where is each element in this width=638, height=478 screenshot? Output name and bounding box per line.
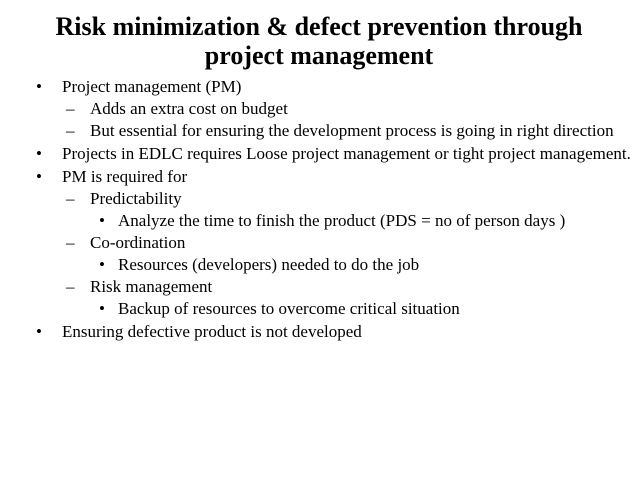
list-item [0, 255, 638, 275]
list-item-text: Projects in EDLC requires Loose project management or tight project management. [62, 144, 631, 163]
bullet-marker: • [36, 167, 42, 186]
slide-title [40, 12, 598, 70]
bullet-marker: • [99, 255, 105, 274]
slide-title-line-2: project management [204, 41, 434, 70]
list-item-text: Project management (PM) [62, 77, 242, 96]
list-item [0, 77, 638, 97]
slide-title-line-1: Risk minimization & defect prevention through [55, 12, 583, 41]
dash-marker: – [66, 277, 75, 296]
list-item-text: Backup of resources to overcome critical situation [118, 299, 460, 318]
dash-marker: – [66, 189, 75, 208]
list-item-text: Co-ordination [90, 233, 186, 252]
bullet-marker: • [99, 299, 105, 318]
list-item-text: Resources (developers) needed to do the job [118, 255, 420, 274]
list-item [0, 121, 638, 141]
list-item [0, 299, 638, 319]
list-item [0, 211, 638, 231]
list-item-text: Analyze the time to finish the product (PDS = no of person days ) [118, 211, 566, 230]
list-item [0, 322, 638, 342]
list-item-text: But essential for ensuring the development process is going in right direction [90, 121, 614, 140]
list-item-text: Risk management [90, 277, 213, 296]
list-item-text: Ensuring defective product is not developed [62, 322, 362, 341]
list-item-text: Adds an extra cost on budget [90, 99, 288, 118]
list-item-text: Predictability [90, 189, 182, 208]
list-item [0, 99, 638, 119]
bullet-marker: • [36, 77, 42, 96]
list-item [0, 167, 638, 187]
list-item-text: PM is required for [62, 167, 188, 186]
list-item [0, 189, 638, 209]
dash-marker: – [66, 99, 75, 118]
bullet-list [0, 74, 638, 342]
list-item [0, 233, 638, 253]
list-item [0, 144, 638, 164]
dash-marker: – [66, 233, 75, 252]
bullet-marker: • [36, 144, 42, 163]
bullet-marker: • [36, 322, 42, 341]
dash-marker: – [66, 121, 75, 140]
bullet-marker: • [99, 211, 105, 230]
list-item [0, 277, 638, 297]
